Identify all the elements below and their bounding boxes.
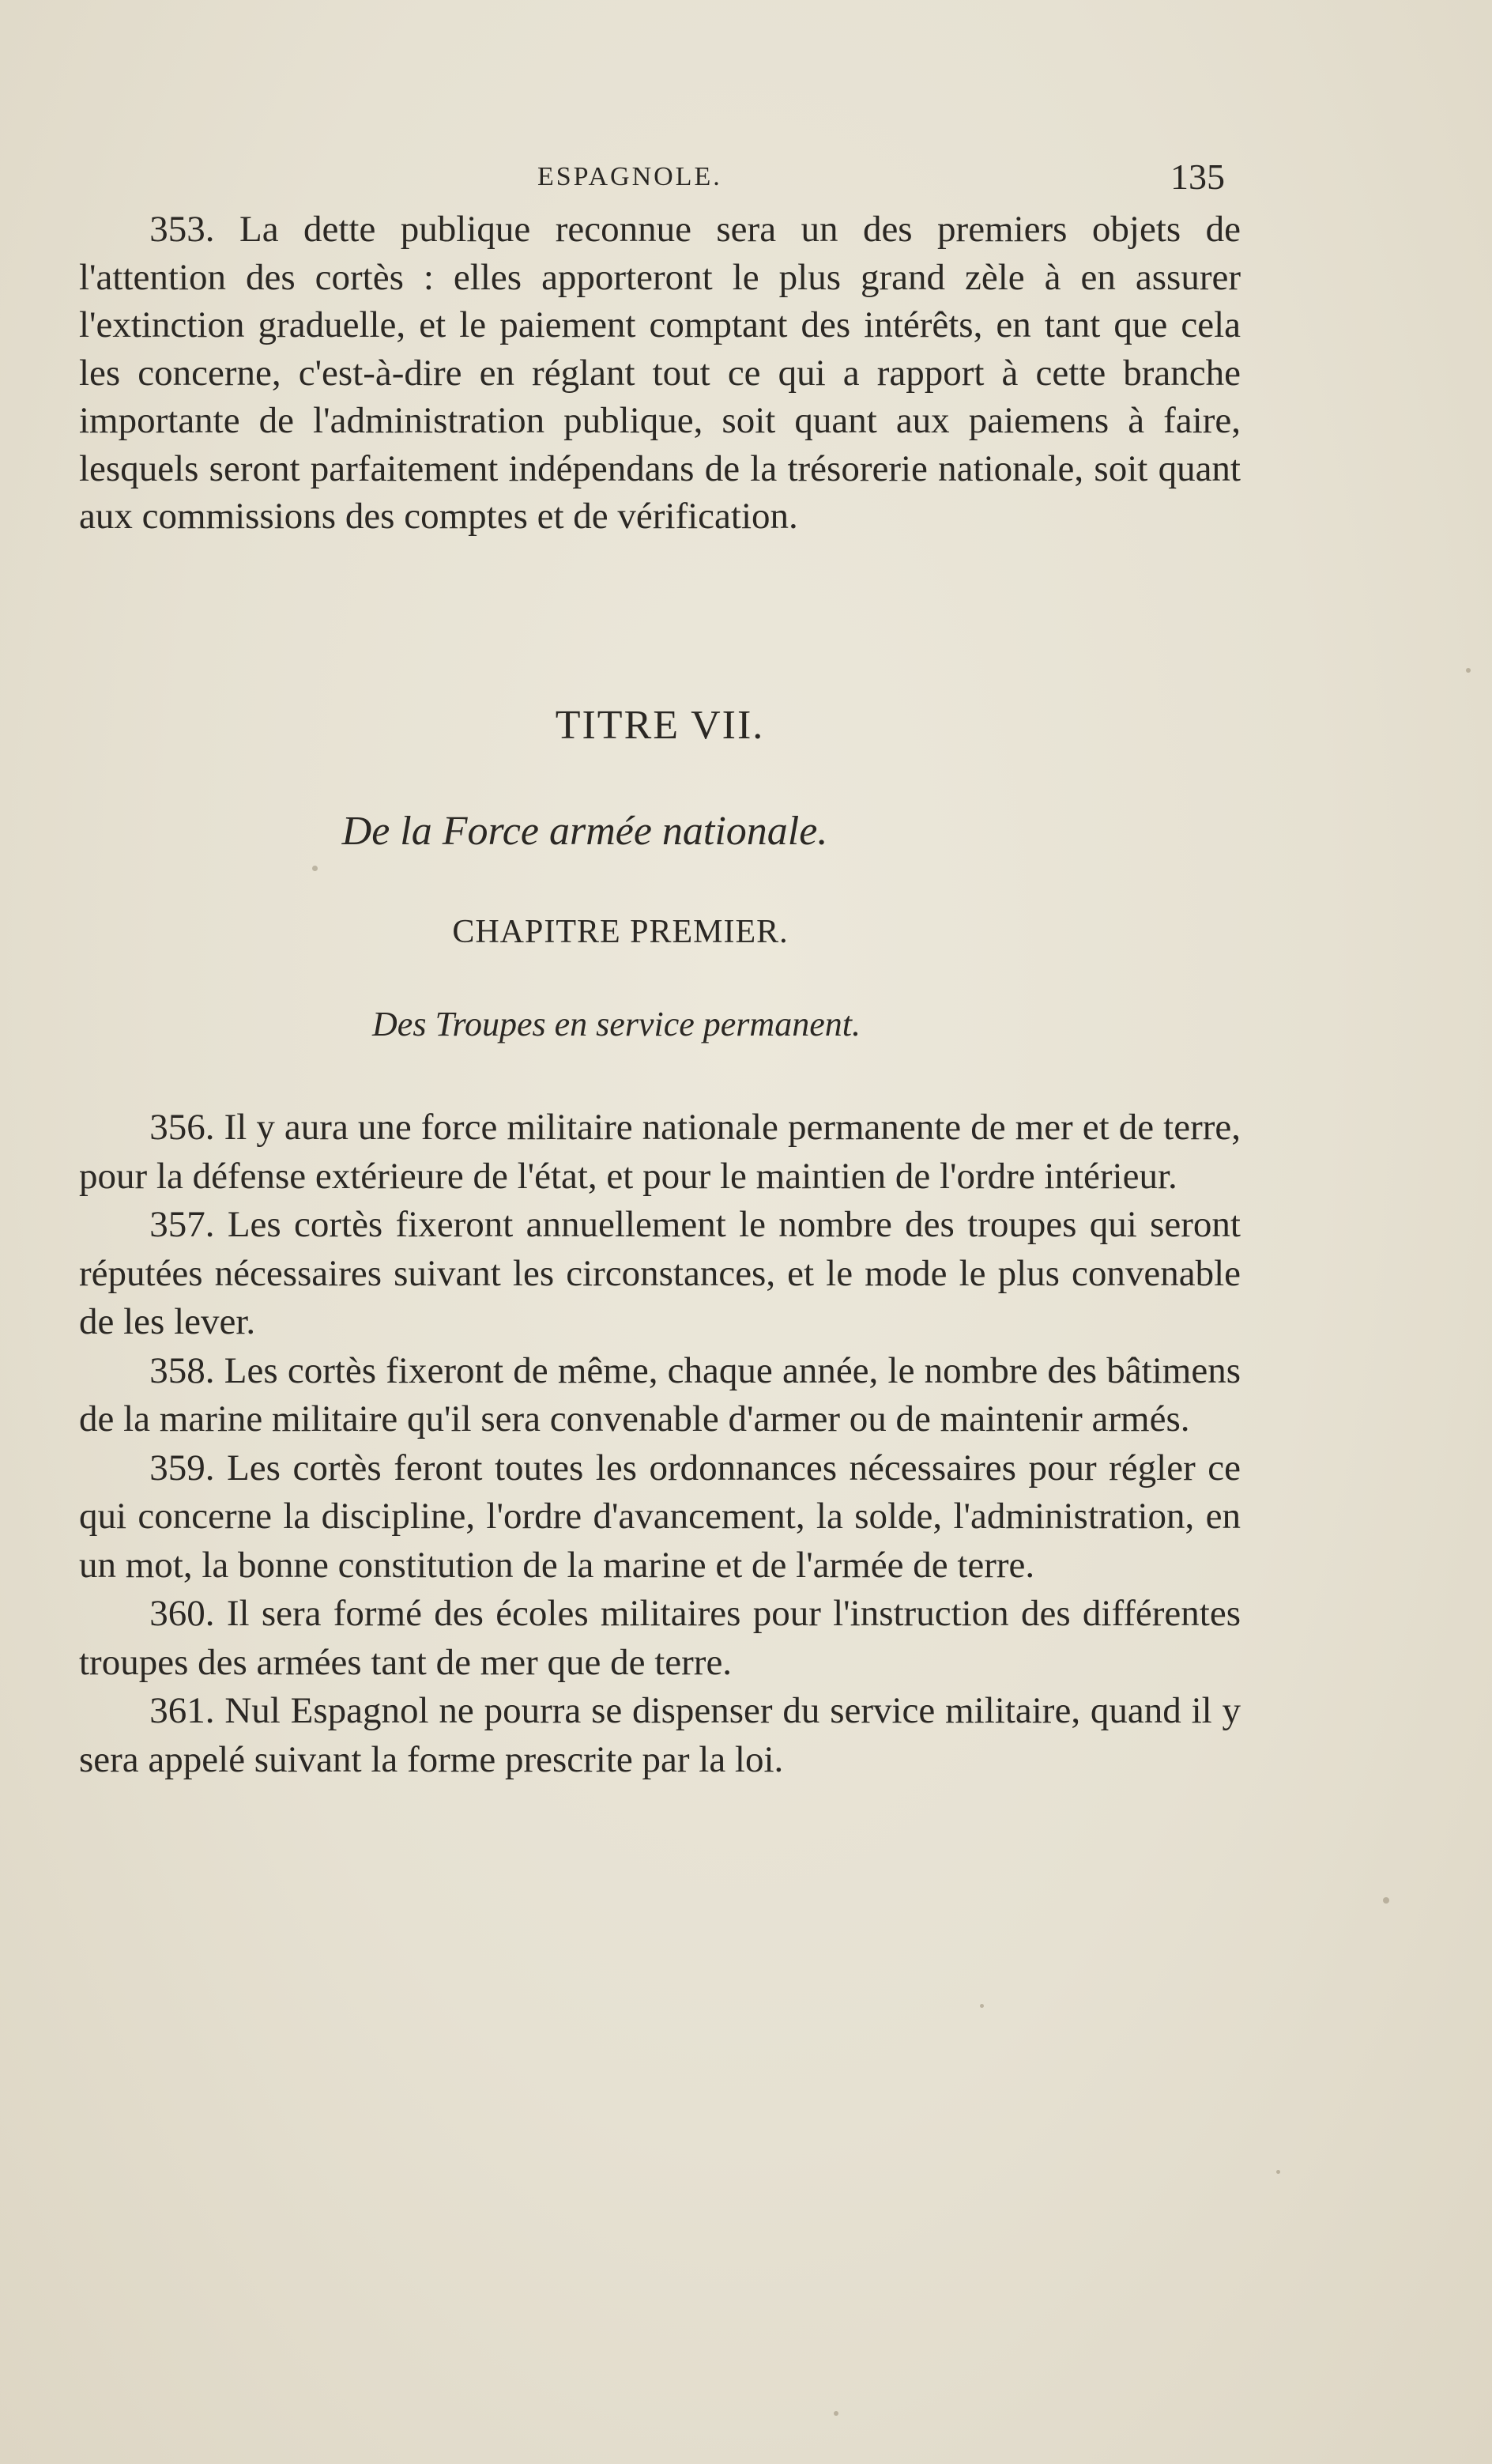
article-text: La dette publique reconnue sera un des premiers objets de l'attention des cortès : elles apporteront le plus grand zèle à en assurer l'extinction graduelle, et le paiement comptant des intérêts, en tant que cela les concerne, c'est-à-dire en réglant tout ce qui a rapport à cette branche importante de l'administration publique, soit quant aux paiemens à faire, lesquels seront parfaitement indépendans de la trésorerie nationale, soit quant aux commissions des comptes et de vérification. [79,209,1241,537]
paper-fleck [312,866,318,871]
article-text: Les cortès feront toutes les ordonnances nécessaires pour régler ce qui concerne la discipline, l'ordre d'avancement, la solde, l'administration, en un mot, la bonne constitution de la marine et de l'armée de terre. [79,1447,1241,1586]
article-text: Les cortès fixeront de même, chaque année, le nombre des bâtimens de la marine militaire qu'il sera convenable d'armer ou de maintenir armés. [79,1349,1241,1440]
article-paragraph [79,1444,1241,1590]
article-number: 358. [149,1349,215,1391]
article-number: 353. [149,209,215,250]
article-number: 361. [149,1690,215,1731]
article-number: 357. [149,1204,215,1245]
article-paragraph [79,1201,1241,1347]
chapter-heading: CHAPITRE PREMIER. [452,914,789,950]
article-paragraph [79,1687,1241,1784]
text-block-top [79,206,1241,541]
running-head [79,157,1241,209]
article-paragraph [79,1347,1241,1444]
title-subheading: De la Force armée nationale. [341,809,828,854]
running-title: ESPAGNOLE. [537,162,722,191]
article-number: 356. [149,1107,215,1148]
title-heading: TITRE VII. [555,703,765,748]
article-text: Il y aura une force militaire nationale permanente de mer et de terre, pour la défense extérieure de l'état, et pour le maintien de l'ordre intérieur. [79,1107,1241,1197]
chapter-subheading: Des Troupes en service permanent. [372,1005,861,1043]
paper-fleck [980,2004,984,2008]
article-paragraph [79,1590,1241,1687]
article-paragraph [79,1104,1241,1201]
paper-fleck [1276,2170,1280,2174]
article-text: Les cortès fixeront annuellement le nombre des troupes qui seront réputées nécessaires suivant les circonstances, et le mode le plus convenable de les lever. [79,1204,1241,1342]
page-number: 135 [1170,157,1225,197]
paper-fleck [1383,1897,1389,1904]
paper-fleck [834,2411,838,2416]
article-text: Il sera formé des écoles militaires pour l'instruction des différentes troupes des armées tant de mer que de terre. [79,1593,1241,1683]
article-text: Nul Espagnol ne pourra se dispenser du service militaire, quand il y sera appelé suivant la forme prescrite par la loi. [79,1690,1241,1780]
article-paragraph [79,206,1241,541]
paper-fleck [1466,668,1471,673]
article-number: 359. [149,1447,215,1489]
text-block-bottom [79,1104,1241,1784]
article-number: 360. [149,1593,215,1634]
